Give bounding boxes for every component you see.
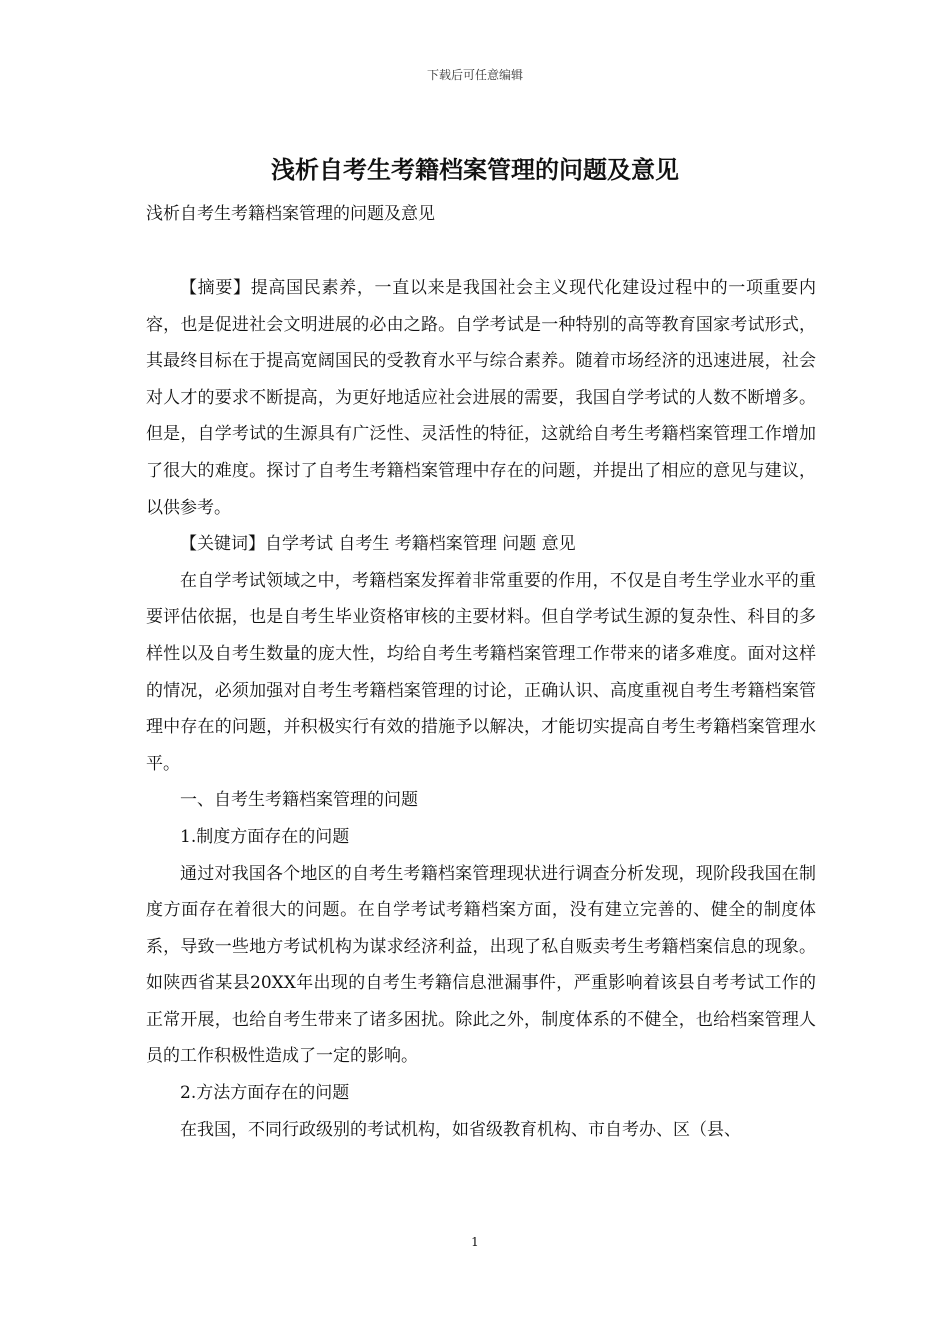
keywords-paragraph: 【关键词】自学考试 自考生 考籍档案管理 问题 意见 — [180, 534, 576, 555]
document-subtitle: 浅析自考生考籍档案管理的问题及意见 — [146, 204, 435, 224]
subsection-heading-2: 2.方法方面存在的问题 — [180, 1083, 350, 1104]
subsection-heading-1: 1.制度方面存在的问题 — [180, 826, 350, 847]
abstract-paragraph: 【摘要】提高国民素养，一直以来是我国社会主义现代化建设过程中的一项重要内容，也是促进社会文明进展的必由之路。自学考试是一种特别的高等教育国家考试形式，其最终目标在于提高宽阔国民的受教育水平与综合素养。随着市场经济的迅速进展，社会对人才的要求不断提高，为更好地适应社会进展的需要，我国自学考试的人数不断增多。但是，自学考试的生源具有广泛性、灵活性的特征，这就给自考生考籍档案管理工作增加了很大的难度。探讨了自考生考籍档案管理中存在的问题，并提出了相应的意见与建议，以供参考。 — [146, 278, 816, 518]
document-title: 浅析自考生考籍档案管理的问题及意见 — [271, 155, 679, 184]
subsection-1-paragraph: 通过对我国各个地区的自考生考籍档案管理现状进行调查分析发现，现阶段我国在制度方面存在着很大的问题。在自学考试考籍档案方面，没有建立完善的、健全的制度体系，导致一些地方考试机构为谋求经济利益，出现了私自贩卖考生考籍档案信息的现象。如陕西省某县20XX年出现的自考生考籍信息泄漏事件，严重影响着该县自考考试工作的正常开展，也给自考生带来了诸多困扰。除此之外，制度体系的不健全，也给档案管理人员的工作积极性造成了一定的影响。 — [146, 863, 816, 1067]
intro-paragraph: 在自学考试领域之中，考籍档案发挥着非常重要的作用，不仅是自考生学业水平的重要评估依据，也是自考生毕业资格审核的主要材料。但自学考试生源的复杂性、科目的多样性以及自考生数量的庞大性，均给自考生考籍档案管理工作带来的诸多难度。面对这样的情况，必须加强对自考生考籍档案管理的讨论，正确认识、高度重视自考生考籍档案管理中存在的问题，并积极实行有效的措施予以解决，才能切实提高自考生考籍档案管理水平。 — [146, 570, 816, 774]
page-header-note: 下载后可任意编辑 — [426, 68, 523, 82]
section-heading: 一、自考生考籍档案管理的问题 — [180, 790, 418, 811]
document-body — [146, 270, 816, 1148]
page-number: 1 — [471, 1235, 479, 1249]
subsection-2-paragraph: 在我国，不同行政级别的考试机构，如省级教育机构、市自考办、区（县、 — [180, 1119, 741, 1140]
